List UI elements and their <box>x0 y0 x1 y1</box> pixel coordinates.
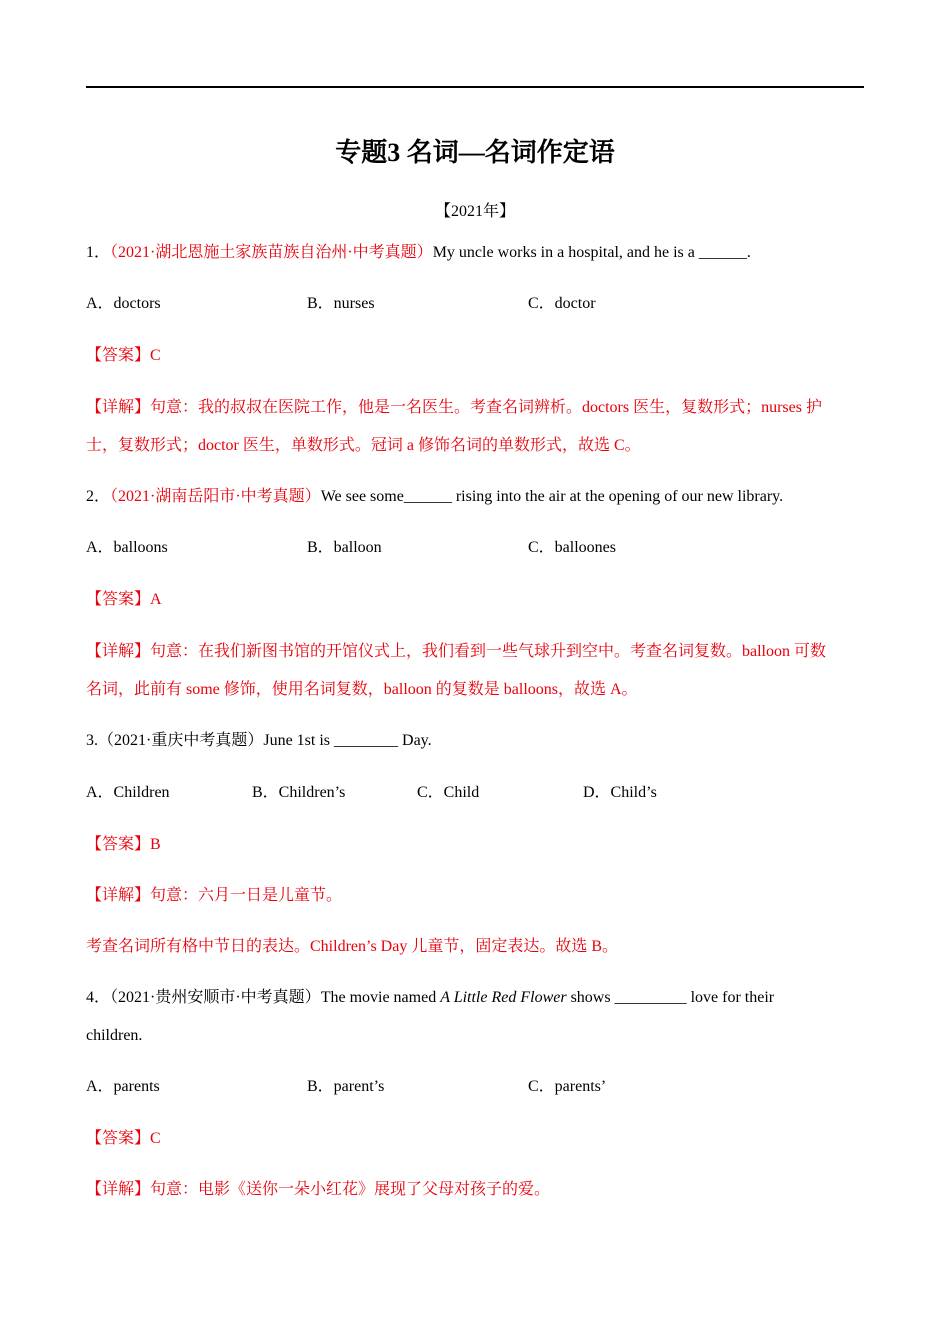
option-d: D．Child’s <box>583 784 657 801</box>
question-text: We see some______ rising into the air at the opening of our new library. <box>320 488 784 505</box>
option-c: C．parents’ <box>528 1078 607 1095</box>
question-source: （2021·湖北恩施土家族苗族自治州·中考真题） <box>110 244 433 261</box>
question-1-stem <box>86 243 864 263</box>
question-4-stem <box>86 988 864 1008</box>
option-a: A．parents <box>86 1078 160 1095</box>
option-b: B．nurses <box>307 295 375 312</box>
detail-1-line-2: 士，复数形式；doctor 医生，单数形式。冠词 a 修饰名词的单数形式，故选 C。 <box>86 437 641 454</box>
answer-1: 【答案】C <box>86 347 161 364</box>
page-title: 专题3 名词—名词作定语 <box>335 138 615 167</box>
header-rule <box>86 86 864 88</box>
answer-3: 【答案】B <box>86 836 161 853</box>
question-source: （2021·重庆中考真题） <box>98 732 264 749</box>
question-text: June 1st is ________ Day. <box>263 732 432 749</box>
question-4-stem-cont: children. <box>86 1027 143 1044</box>
detail-3-line-2: 考查名词所有格中节日的表达。Children’s Day 儿童节，固定表达。故选 B。 <box>86 938 618 955</box>
option-c: C．doctor <box>528 295 596 312</box>
detail-2-line-2: 名词，此前有 some 修饰，使用名词复数，balloon 的复数是 balloons，故选 A。 <box>86 681 638 698</box>
question-number: 3. <box>86 732 98 749</box>
question-3-stem <box>86 731 864 751</box>
answer-2: 【答案】A <box>86 591 162 608</box>
option-c: C．Child <box>417 784 480 801</box>
detail-3-line-1: 【详解】句意：六月一日是儿童节。 <box>86 887 343 904</box>
year-heading: 【2021年】 <box>434 203 515 220</box>
detail-4-line-1: 【详解】句意：电影《送你一朵小红花》展现了父母对孩子的爱。 <box>86 1181 551 1198</box>
option-a: A．Children <box>86 784 170 801</box>
detail-1-line-1: 【详解】句意：我的叔叔在医院工作，他是一名医生。考查名词辨析。doctors 医生，复数形式；nurses 护 <box>86 399 822 416</box>
option-b: B．Children’s <box>252 784 346 801</box>
question-text: shows _________ love for their <box>566 989 775 1006</box>
detail-2-line-1: 【详解】句意：在我们新图书馆的开馆仪式上，我们看到一些气球升到空中。考查名词复数。balloon 可数 <box>86 643 826 660</box>
question-number: 2． <box>86 488 111 505</box>
question-text: The movie named <box>320 989 441 1006</box>
option-b: B．parent’s <box>307 1078 385 1095</box>
question-source: （2021·湖南岳阳市·中考真题） <box>110 488 321 505</box>
option-a: A．doctors <box>86 295 161 312</box>
option-c: C．balloones <box>528 539 616 556</box>
question-2-stem <box>86 487 864 507</box>
option-b: B．balloon <box>307 539 382 556</box>
option-a: A．balloons <box>86 539 168 556</box>
answer-4: 【答案】C <box>86 1130 161 1147</box>
question-number: 1． <box>86 244 111 261</box>
question-source: （2021·贵州安顺市·中考真题） <box>110 989 321 1006</box>
movie-title: A Little Red Flower <box>440 989 567 1006</box>
question-text: My uncle works in a hospital, and he is a ______. <box>432 244 751 261</box>
question-number: 4． <box>86 989 111 1006</box>
